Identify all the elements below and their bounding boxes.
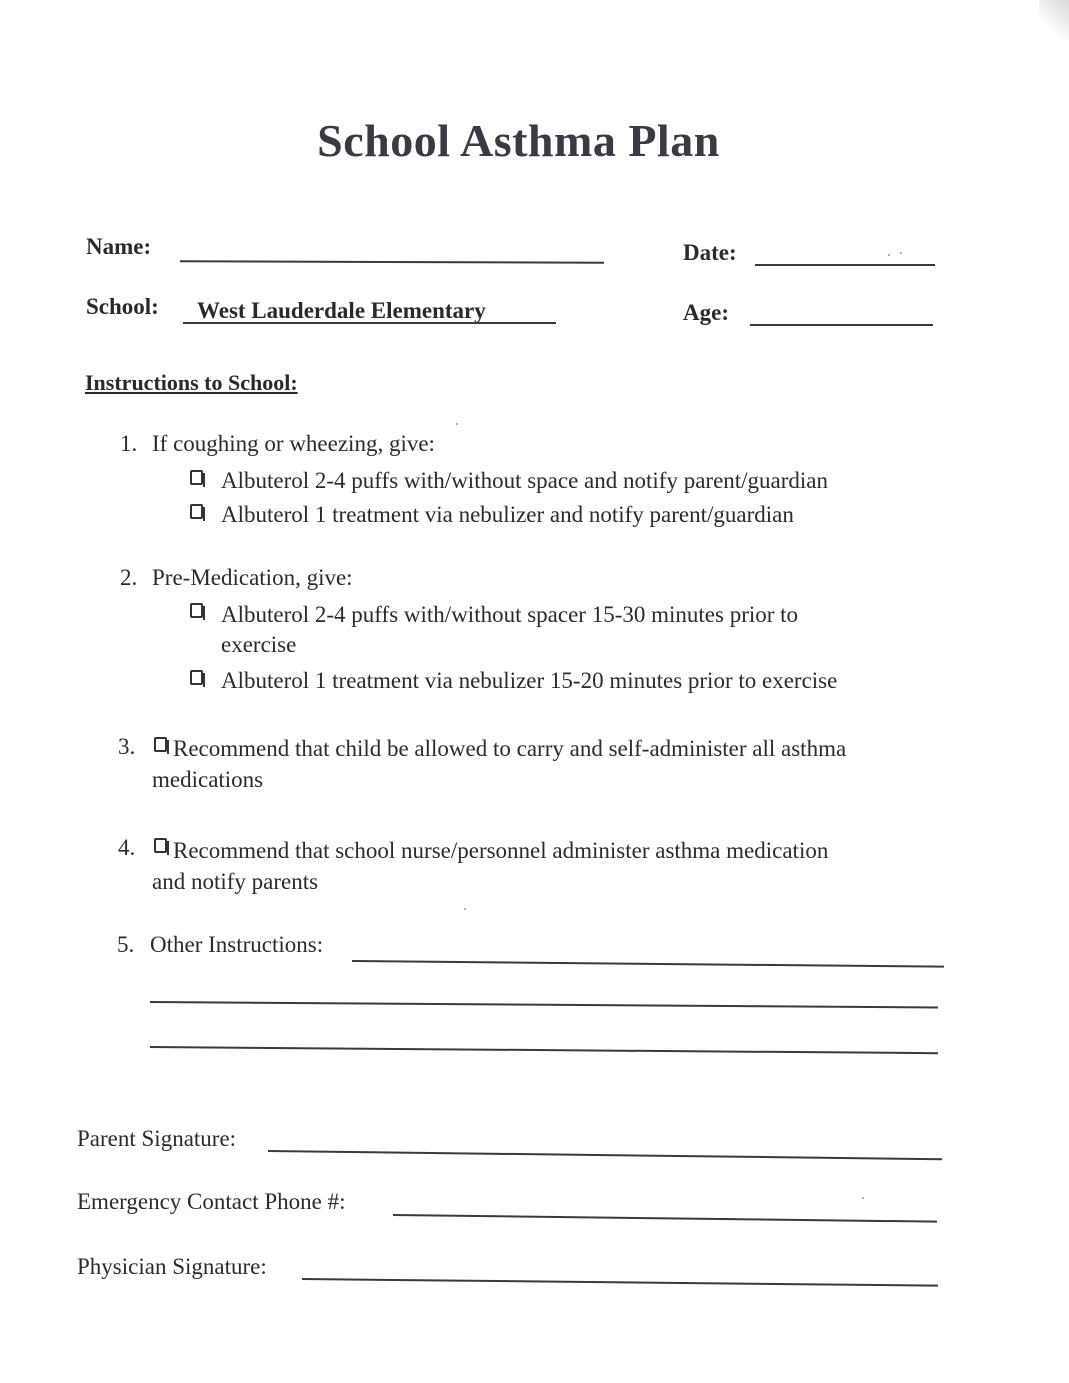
scan-speck [464,908,466,910]
scan-edge-shadow [1039,0,1069,40]
item-3-checkbox[interactable] [154,737,167,752]
item-4-checkbox[interactable] [154,838,167,853]
item-5-text: Other Instructions: [150,932,324,957]
emergency-phone-field[interactable] [393,1214,937,1223]
school-label: School: [86,294,159,319]
item-2-text: Pre-Medication, give: [152,565,353,590]
item-3-text: Recommend that child be allowed to carry and self-administer all asthma [173,736,847,761]
item-1-option-2-label: Albuterol 1 treatment via nebulizer and notify parent/guardian [221,502,794,527]
item-3-number: 3. [118,734,136,759]
item-5-number: 5. [117,932,135,957]
scan-speck [862,1197,864,1199]
school-value: West Lauderdale Elementary [197,298,486,323]
item-2-option-2-checkbox[interactable] [190,670,203,685]
item-2-number: 2. [120,565,138,590]
name-field[interactable] [180,260,604,263]
item-2-option-1-label-cont: exercise [221,632,297,657]
physician-signature-label: Physician Signature: [77,1254,267,1279]
school-field[interactable] [183,322,556,324]
age-field[interactable] [750,324,933,326]
item-2-option-2-label: Albuterol 1 treatment via nebulizer 15-20 minutes prior to exercise [221,668,838,693]
other-instructions-line-3[interactable] [150,1046,938,1054]
item-2-option-1-checkbox[interactable] [190,603,203,618]
item-1-option-1-checkbox[interactable] [190,470,203,485]
item-4-number: 4. [118,835,136,860]
emergency-phone-label: Emergency Contact Phone #: [77,1189,346,1214]
date-label: Date: [683,240,737,265]
scan-speck [888,254,890,256]
parent-signature-field[interactable] [268,1150,942,1160]
item-1-text: If coughing or wheezing, give: [152,431,435,456]
page-title: School Asthma Plan [317,115,720,166]
date-field[interactable] [755,264,935,266]
item-1-option-2-checkbox[interactable] [190,504,203,519]
scan-speck [456,423,458,425]
parent-signature-label: Parent Signature: [77,1126,237,1151]
age-label: Age: [683,300,729,325]
item-3-text-cont: medications [152,767,264,792]
physician-signature-field[interactable] [302,1278,938,1287]
item-1-option-1-label: Albuterol 2-4 puffs with/without space and notify parent/guardian [221,468,829,493]
name-label: Name: [86,234,152,259]
other-instructions-line-1[interactable] [352,960,944,968]
item-1-number: 1. [120,431,138,456]
item-4-text: Recommend that school nurse/personnel administer asthma medication [173,838,829,863]
instructions-heading: Instructions to School: [85,370,298,395]
scan-speck [900,252,902,254]
item-4-text-cont: and notify parents [152,869,319,894]
item-2-option-1-label: Albuterol 2-4 puffs with/without spacer 15-30 minutes prior to [221,602,799,627]
other-instructions-line-2[interactable] [150,1001,938,1009]
